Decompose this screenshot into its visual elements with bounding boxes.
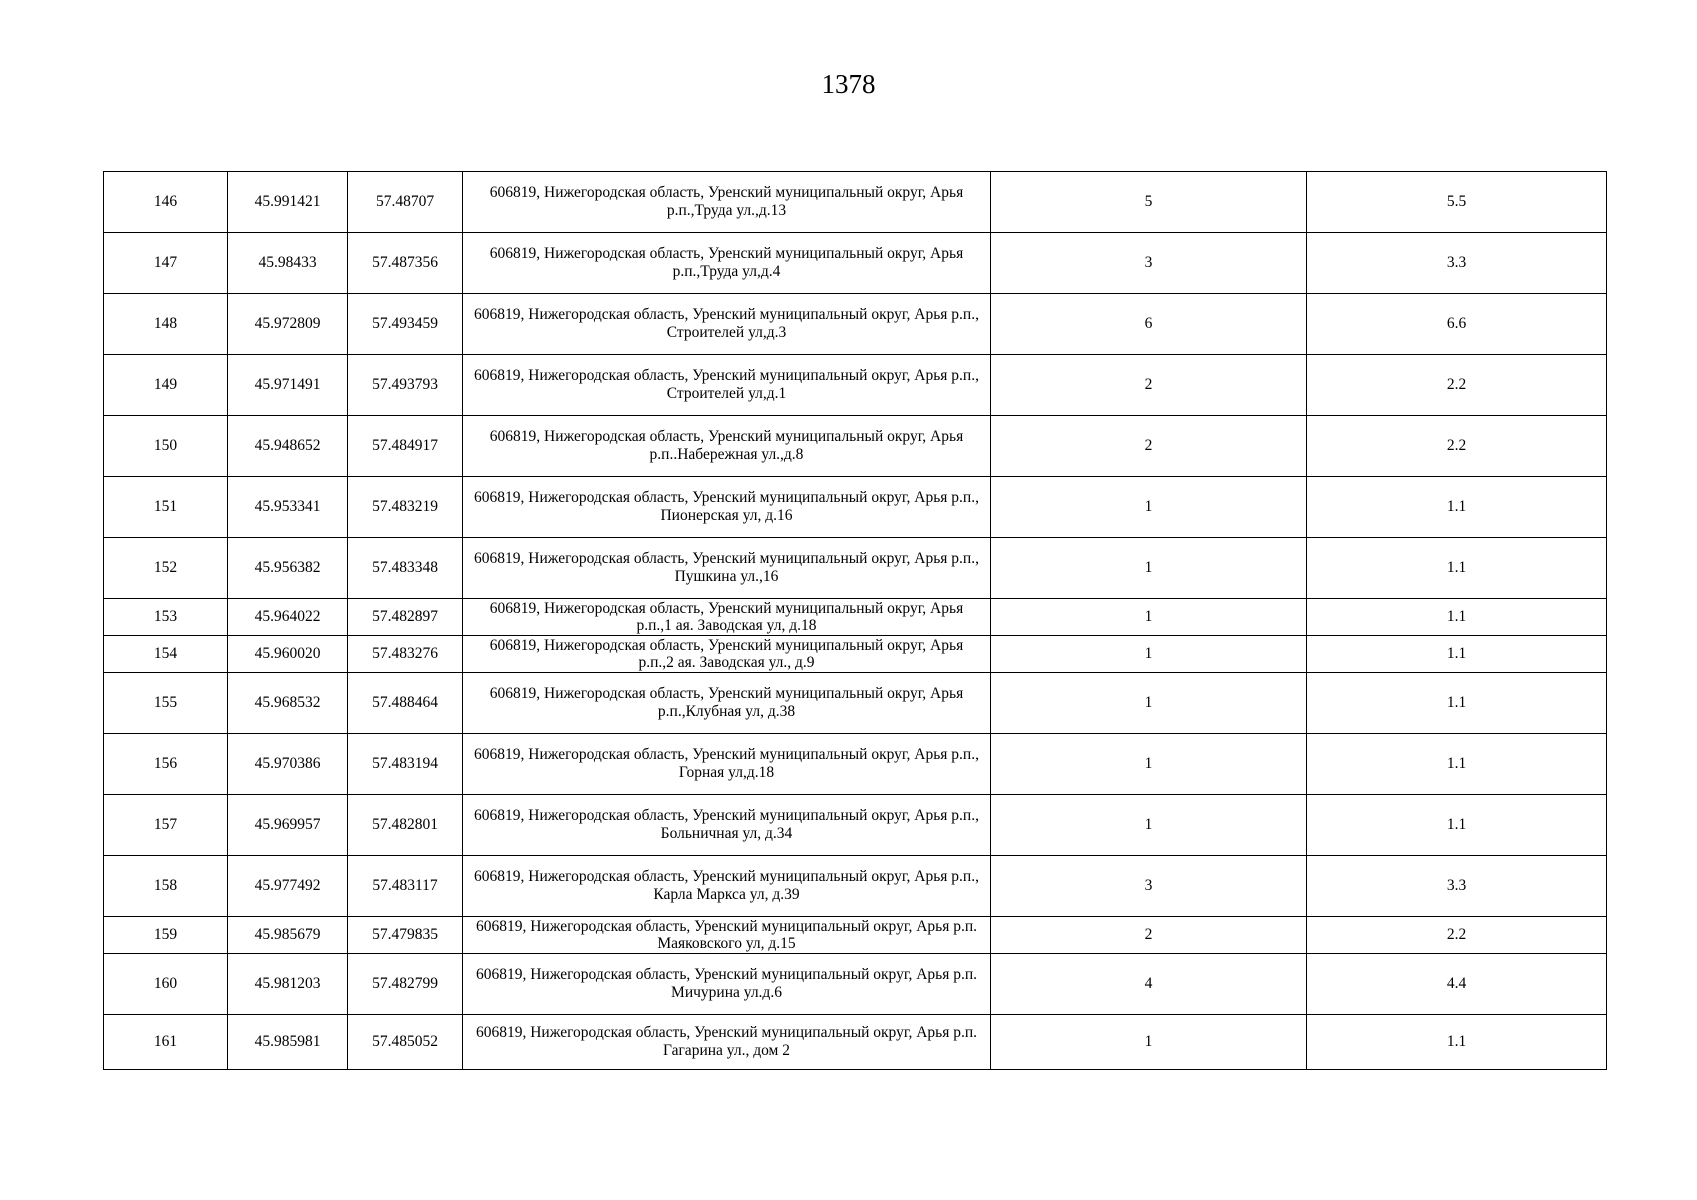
cell-longitude: 45.98433 bbox=[228, 233, 348, 294]
cell-row-number: 157 bbox=[104, 795, 228, 856]
cell-longitude: 45.953341 bbox=[228, 477, 348, 538]
cell-container-count: 5 bbox=[991, 172, 1307, 233]
table-row bbox=[104, 416, 1607, 477]
cell-address: 606819, Нижегородская область, Уренский муниципальный округ, Арья р.п., Пионерская ул, д.16 bbox=[463, 477, 991, 538]
cell-latitude: 57.48707 bbox=[348, 172, 463, 233]
table-row bbox=[104, 477, 1607, 538]
cell-latitude: 57.479835 bbox=[348, 917, 463, 954]
cell-latitude: 57.483348 bbox=[348, 538, 463, 599]
cell-latitude: 57.483194 bbox=[348, 734, 463, 795]
cell-row-number: 146 bbox=[104, 172, 228, 233]
cell-row-number: 147 bbox=[104, 233, 228, 294]
cell-longitude: 45.969957 bbox=[228, 795, 348, 856]
table-row bbox=[104, 172, 1607, 233]
table-row bbox=[104, 917, 1607, 954]
container-sites-table bbox=[103, 171, 1607, 1070]
cell-address: 606819, Нижегородская область, Уренский муниципальный округ, Арья р.п.,2 ая. Заводская ул., д.9 bbox=[463, 636, 991, 673]
cell-container-volume: 1.1 bbox=[1307, 795, 1607, 856]
cell-address: 606819, Нижегородская область, Уренский муниципальный округ, Арья р.п., Горная ул,д.18 bbox=[463, 734, 991, 795]
cell-longitude: 45.956382 bbox=[228, 538, 348, 599]
cell-longitude: 45.971491 bbox=[228, 355, 348, 416]
cell-container-count: 1 bbox=[991, 1015, 1307, 1070]
cell-container-volume: 2.2 bbox=[1307, 917, 1607, 954]
cell-container-count: 1 bbox=[991, 673, 1307, 734]
cell-row-number: 148 bbox=[104, 294, 228, 355]
cell-container-count: 3 bbox=[991, 233, 1307, 294]
cell-row-number: 156 bbox=[104, 734, 228, 795]
table-row bbox=[104, 538, 1607, 599]
cell-container-volume: 2.2 bbox=[1307, 355, 1607, 416]
cell-container-volume: 1.1 bbox=[1307, 673, 1607, 734]
cell-longitude: 45.960020 bbox=[228, 636, 348, 673]
cell-row-number: 149 bbox=[104, 355, 228, 416]
cell-latitude: 57.483117 bbox=[348, 856, 463, 917]
cell-row-number: 153 bbox=[104, 599, 228, 636]
cell-latitude: 57.485052 bbox=[348, 1015, 463, 1070]
cell-latitude: 57.488464 bbox=[348, 673, 463, 734]
cell-address: 606819, Нижегородская область, Уренский муниципальный округ, Арья р.п. Гагарина ул., дом 2 bbox=[463, 1015, 991, 1070]
cell-address: 606819, Нижегородская область, Уренский муниципальный округ, Арья р.п., Больничная ул, д.34 bbox=[463, 795, 991, 856]
cell-container-volume: 3.3 bbox=[1307, 856, 1607, 917]
cell-container-volume: 1.1 bbox=[1307, 1015, 1607, 1070]
cell-latitude: 57.493459 bbox=[348, 294, 463, 355]
table-body bbox=[104, 172, 1607, 1070]
table-row bbox=[104, 795, 1607, 856]
cell-container-count: 1 bbox=[991, 636, 1307, 673]
cell-address: 606819, Нижегородская область, Уренский муниципальный округ, Арья р.п. Мичурина ул.д.6 bbox=[463, 954, 991, 1015]
cell-container-volume: 1.1 bbox=[1307, 477, 1607, 538]
cell-longitude: 45.985679 bbox=[228, 917, 348, 954]
cell-row-number: 150 bbox=[104, 416, 228, 477]
cell-longitude: 45.991421 bbox=[228, 172, 348, 233]
cell-address: 606819, Нижегородская область, Уренский муниципальный округ, Арья р.п. Маяковского ул, д.15 bbox=[463, 917, 991, 954]
table-row bbox=[104, 355, 1607, 416]
cell-container-volume: 1.1 bbox=[1307, 538, 1607, 599]
table-row bbox=[104, 294, 1607, 355]
table-row bbox=[104, 233, 1607, 294]
cell-longitude: 45.948652 bbox=[228, 416, 348, 477]
cell-container-volume: 2.2 bbox=[1307, 416, 1607, 477]
cell-row-number: 158 bbox=[104, 856, 228, 917]
cell-address: 606819, Нижегородская область, Уренский муниципальный округ, Арья р.п., Карла Маркса ул, д.39 bbox=[463, 856, 991, 917]
cell-container-count: 3 bbox=[991, 856, 1307, 917]
cell-longitude: 45.968532 bbox=[228, 673, 348, 734]
cell-container-volume: 1.1 bbox=[1307, 734, 1607, 795]
cell-address: 606819, Нижегородская область, Уренский муниципальный округ, Арья р.п.,Клубная ул, д.38 bbox=[463, 673, 991, 734]
cell-container-volume: 4.4 bbox=[1307, 954, 1607, 1015]
cell-address: 606819, Нижегородская область, Уренский муниципальный округ, Арья р.п..Набережная ул.,д.8 bbox=[463, 416, 991, 477]
cell-latitude: 57.493793 bbox=[348, 355, 463, 416]
cell-address: 606819, Нижегородская область, Уренский муниципальный округ, Арья р.п.,Труда ул.,д.13 bbox=[463, 172, 991, 233]
cell-latitude: 57.484917 bbox=[348, 416, 463, 477]
cell-container-volume: 5.5 bbox=[1307, 172, 1607, 233]
cell-latitude: 57.482897 bbox=[348, 599, 463, 636]
table-row bbox=[104, 954, 1607, 1015]
cell-longitude: 45.981203 bbox=[228, 954, 348, 1015]
cell-longitude: 45.970386 bbox=[228, 734, 348, 795]
table-row bbox=[104, 734, 1607, 795]
cell-longitude: 45.977492 bbox=[228, 856, 348, 917]
cell-longitude: 45.985981 bbox=[228, 1015, 348, 1070]
table-row bbox=[104, 856, 1607, 917]
page-number: 1378 bbox=[821, 69, 876, 99]
cell-row-number: 155 bbox=[104, 673, 228, 734]
cell-address: 606819, Нижегородская область, Уренский муниципальный округ, Арья р.п., Пушкина ул.,16 bbox=[463, 538, 991, 599]
cell-container-count: 2 bbox=[991, 355, 1307, 416]
cell-row-number: 154 bbox=[104, 636, 228, 673]
cell-container-volume: 3.3 bbox=[1307, 233, 1607, 294]
cell-latitude: 57.483276 bbox=[348, 636, 463, 673]
cell-container-count: 1 bbox=[991, 477, 1307, 538]
cell-address: 606819, Нижегородская область, Уренский муниципальный округ, Арья р.п., Строителей ул,д.3 bbox=[463, 294, 991, 355]
cell-latitude: 57.482801 bbox=[348, 795, 463, 856]
cell-container-volume: 6.6 bbox=[1307, 294, 1607, 355]
cell-address: 606819, Нижегородская область, Уренский муниципальный округ, Арья р.п.,Труда ул,д.4 bbox=[463, 233, 991, 294]
cell-row-number: 161 bbox=[104, 1015, 228, 1070]
cell-latitude: 57.487356 bbox=[348, 233, 463, 294]
cell-longitude: 45.964022 bbox=[228, 599, 348, 636]
cell-container-count: 6 bbox=[991, 294, 1307, 355]
cell-container-count: 4 bbox=[991, 954, 1307, 1015]
table-row bbox=[104, 599, 1607, 636]
cell-row-number: 159 bbox=[104, 917, 228, 954]
cell-container-count: 1 bbox=[991, 734, 1307, 795]
cell-container-volume: 1.1 bbox=[1307, 636, 1607, 673]
cell-row-number: 160 bbox=[104, 954, 228, 1015]
cell-container-count: 2 bbox=[991, 416, 1307, 477]
cell-longitude: 45.972809 bbox=[228, 294, 348, 355]
table-row bbox=[104, 1015, 1607, 1070]
cell-container-count: 1 bbox=[991, 795, 1307, 856]
cell-latitude: 57.483219 bbox=[348, 477, 463, 538]
cell-container-count: 1 bbox=[991, 538, 1307, 599]
cell-address: 606819, Нижегородская область, Уренский муниципальный округ, Арья р.п., Строителей ул,д.1 bbox=[463, 355, 991, 416]
table-row bbox=[104, 636, 1607, 673]
cell-container-volume: 1.1 bbox=[1307, 599, 1607, 636]
cell-container-count: 1 bbox=[991, 599, 1307, 636]
cell-address: 606819, Нижегородская область, Уренский муниципальный округ, Арья р.п.,1 ая. Заводская ул, д.18 bbox=[463, 599, 991, 636]
cell-row-number: 152 bbox=[104, 538, 228, 599]
cell-container-count: 2 bbox=[991, 917, 1307, 954]
table-row bbox=[104, 673, 1607, 734]
cell-row-number: 151 bbox=[104, 477, 228, 538]
cell-latitude: 57.482799 bbox=[348, 954, 463, 1015]
